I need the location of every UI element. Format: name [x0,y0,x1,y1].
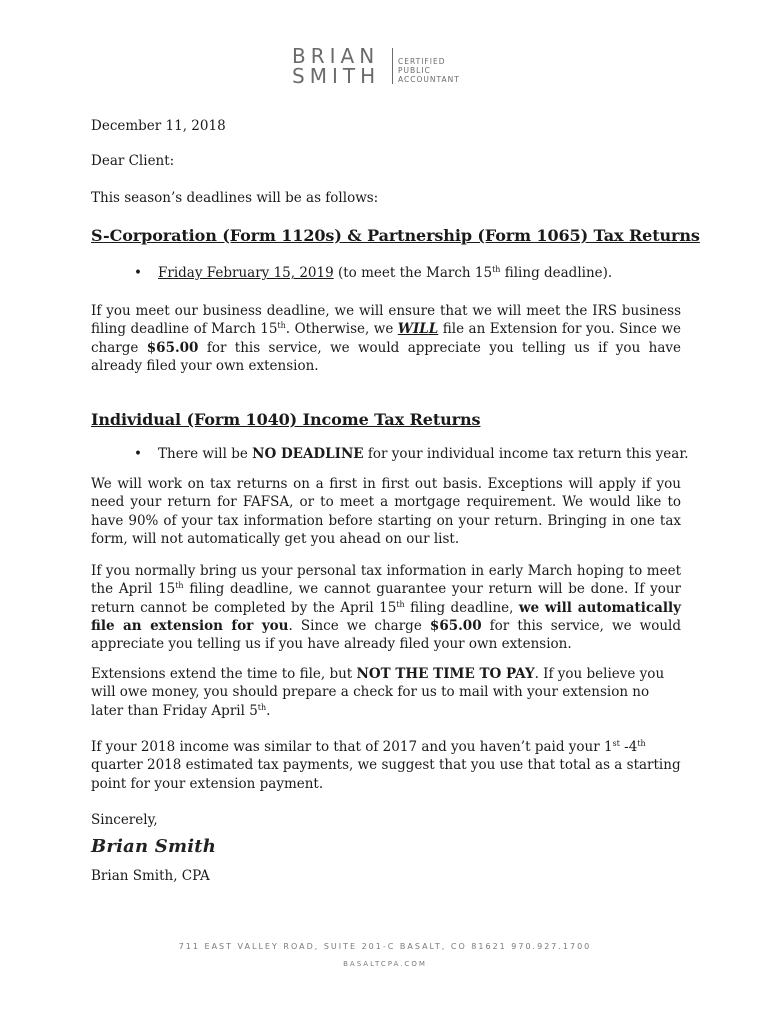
estimated-payments-paragraph: If your 2018 income was similar to that of 2017 and you haven’t paid your 1st -4th quarter 2018 estimated tax payments, we suggest that you use that total as a starting point for your extension payment. [91,739,681,792]
business-deadline-paragraph: If you meet our business deadline, we will ensure that we will meet the IRS business filing deadline of March 15th. Otherwise, we WILL file an Extension for you. Since we charge $65.00 for this service, we would appreciate you telling us if you have already filed your own extension. [91,303,681,374]
processing-order-paragraph: We will work on tax returns on a first in first out basis. Exceptions will apply if you need your return for FAFSA, or to meet a mortgage requirement. We would like to have 90% of your tax information before starting on your return. Bringing in one tax form, will not automatically get you ahead on our list. [91,476,681,547]
logo-name-last: SMITH [292,64,381,88]
section-heading-individual: Individual (Form 1040) Income Tax Returns [91,410,481,429]
handwritten-signature: Brian Smith [91,836,217,857]
letterhead-logo [292,46,492,88]
extensions-paragraph: Extensions extend the time to file, but NOT THE TIME TO PAY. If you believe you will owe money, you should prepare a check for us to mail with your extension no later than Friday April 5th. [91,666,665,719]
credential-line-3: ACCOUNTANT [398,75,460,84]
salutation: Dear Client: [91,153,175,169]
bullet-marker: • [134,265,142,281]
letter-date: December 11, 2018 [91,118,226,134]
intro-text: This season’s deadlines will be as follows: [91,190,379,206]
individual-deadline-bullet: There will be NO DEADLINE for your individual income tax return this year. [158,446,689,462]
april-deadline-paragraph: If you normally bring us your personal tax information in early March hoping to meet the April 15th filing deadline, we cannot guarantee your return will be done. If your return cannot be completed by the April 15th filing deadline, we will automatically file an extension for you. Since we charge $65.00 for this service, we would appreciate you telling us if you have already filed your own extension. [91,563,682,653]
signer-name: Brian Smith, CPA [91,868,210,884]
credential-line-1: CERTIFIED [398,57,446,66]
footer-website: BASALTCPA.COM [343,960,427,968]
business-deadline-date: Friday February 15, 2019 [158,265,334,281]
logo-name-first: BRIAN [292,44,380,68]
logo-divider [392,48,393,84]
section-heading-business: S-Corporation (Form 1120s) & Partnership (Form 1065) Tax Returns [91,226,700,245]
bullet-marker: • [134,446,142,462]
business-deadline-bullet: Friday February 15, 2019 (to meet the March 15th filing deadline). [158,265,613,281]
credential-line-2: PUBLIC [398,66,431,75]
closing: Sincerely, [91,812,158,828]
logo-credentials [398,57,460,84]
footer-address: 711 EAST VALLEY ROAD, SUITE 201-C BASALT, CO 81621 970.927.1700 [178,942,592,951]
